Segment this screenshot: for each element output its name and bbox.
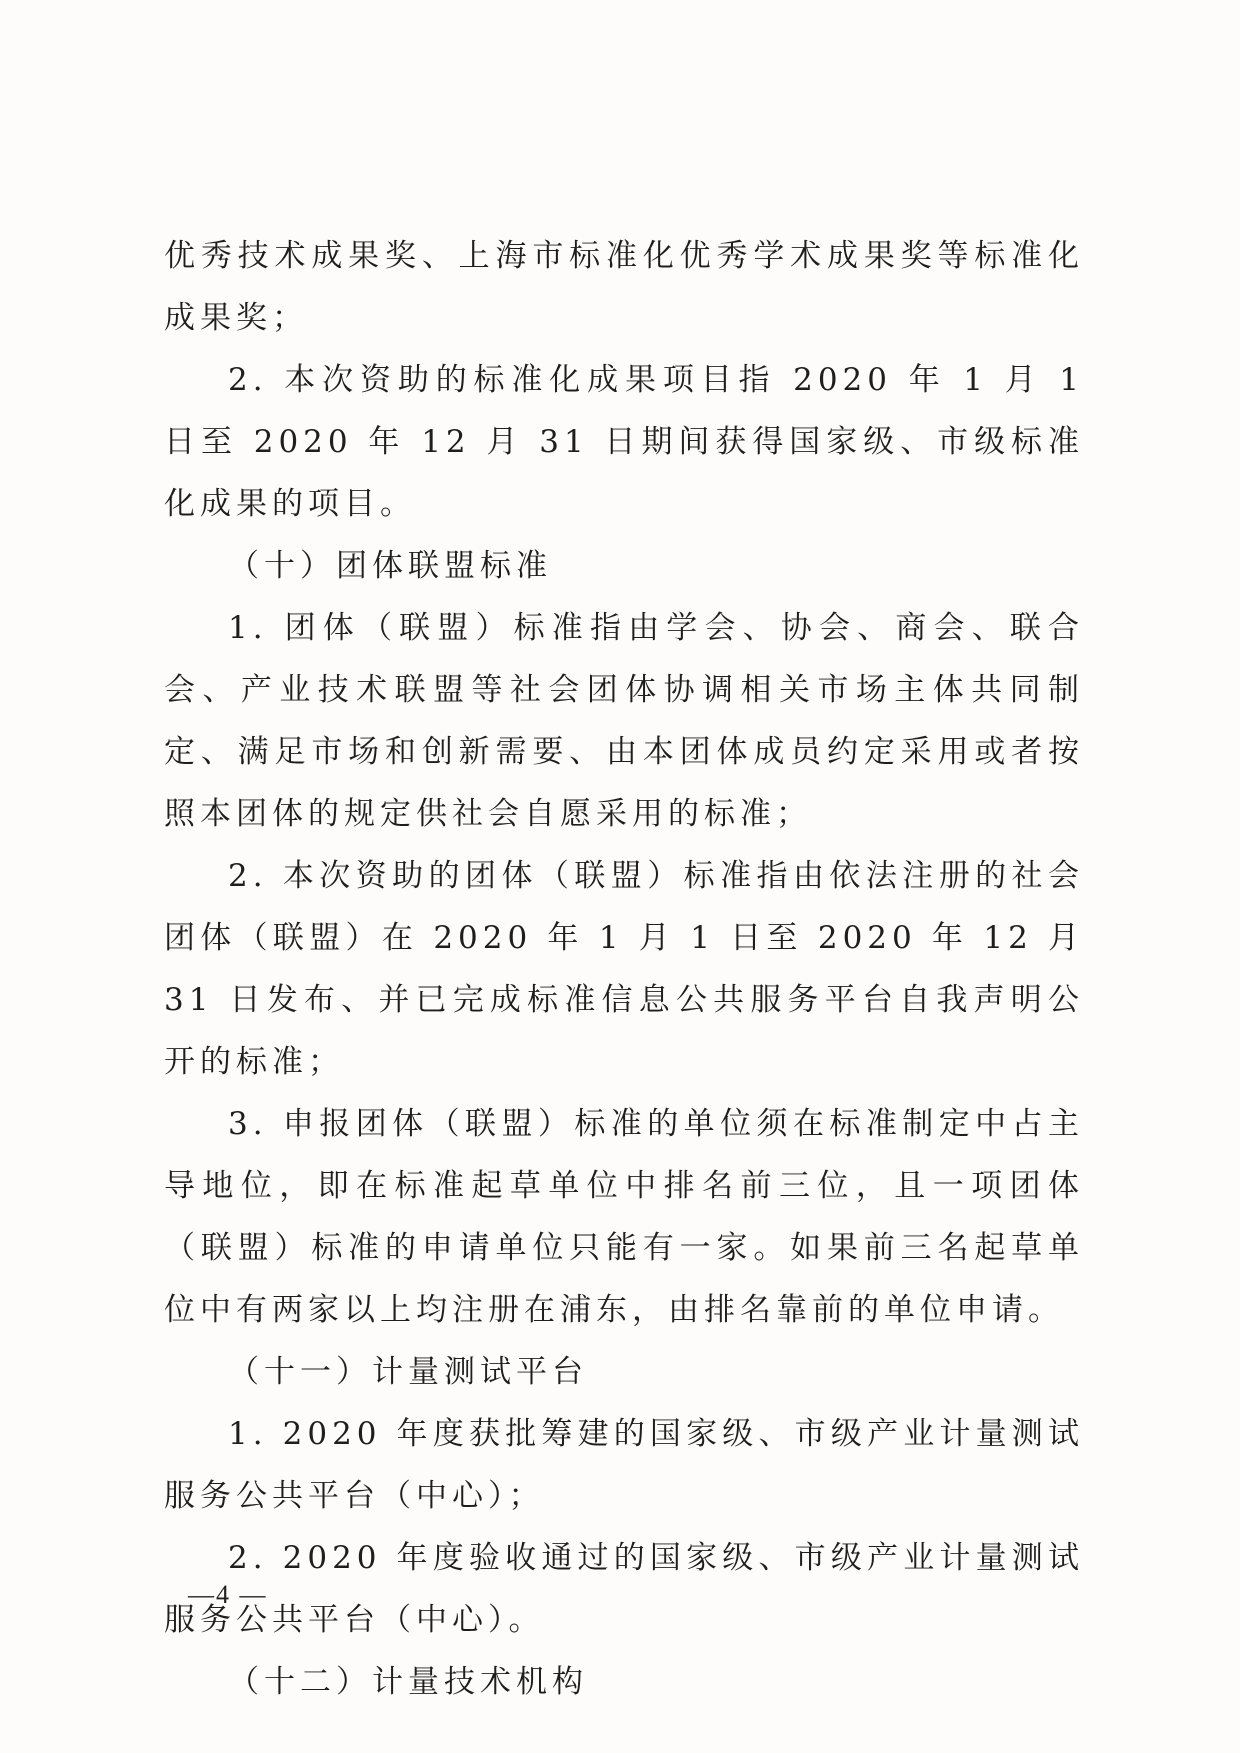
paragraph-item: 2. 本次资助的标准化成果项目指 2020 年 1 月 1 日至 2020 年 12 月 31 日期间获得国家级、市级标准化成果的项目。	[164, 362, 1084, 522]
paragraph-item: 3. 申报团体（联盟）标准的单位须在标准制定中占主导地位，即在标准起草单位中排名前三位，且一项团体（联盟）标准的申请单位只能有一家。如果前三名起草单位中有两家以上均注册在浦东，由排名靠前的单位申请。	[164, 1106, 1084, 1328]
paragraph-item: 1. 2020 年度获批筹建的国家级、市级产业计量测试服务公共平台（中心）；	[164, 1416, 1084, 1514]
section-heading: （十二）计量技术机构	[228, 1664, 588, 1700]
paragraph-item: 2. 2020 年度验收通过的国家级、市级产业计量测试服务公共平台（中心）。	[164, 1540, 1084, 1638]
page-number: —4 —	[188, 1580, 268, 1609]
body-text	[164, 225, 1084, 1713]
paragraph-item: 1. 团体（联盟）标准指由学会、协会、商会、联合会、产业技术联盟等社会团体协调相关市场主体共同制定、满足市场和创新需要、由本团体成员约定采用或者按照本团体的规定供社会自愿采用的标准；	[164, 610, 1084, 832]
paragraph-continuation: 优秀技术成果奖、上海市标准化优秀学术成果奖等标准化成果奖；	[164, 238, 1084, 336]
paragraph-item: 2. 本次资助的团体（联盟）标准指由依法注册的社会团体（联盟）在 2020 年 1 月 1 日至 2020 年 12 月 31 日发布、并已完成标准信息公共服务平台自我声明公开的标准；	[164, 858, 1084, 1080]
section-heading: （十）团体联盟标准	[228, 548, 552, 584]
section-heading: （十一）计量测试平台	[228, 1354, 588, 1390]
